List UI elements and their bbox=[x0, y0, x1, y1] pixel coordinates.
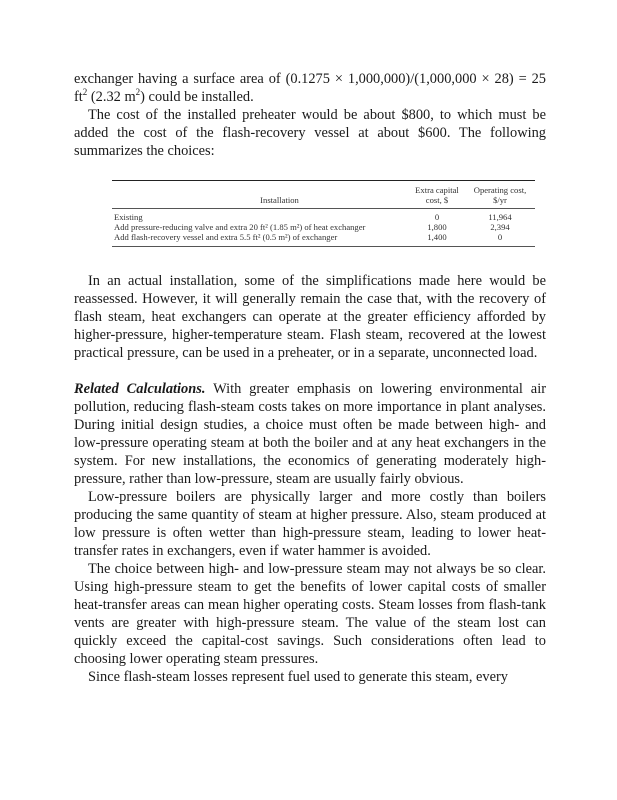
cell-capital: 1,400 bbox=[409, 232, 465, 247]
paragraph-2: The cost of the installed preheater would be about $800, to which must be added the cost of the flash-recovery vessel at about $600. The following summarizes the choices: bbox=[74, 107, 546, 159]
header-capital-line1: Extra capital bbox=[415, 185, 459, 195]
paragraph-1-text: ) could be installed. bbox=[140, 89, 254, 105]
document-page bbox=[74, 70, 546, 686]
cell-operating: 11,964 bbox=[465, 209, 535, 223]
table-row bbox=[112, 209, 535, 223]
table-header-row bbox=[112, 181, 535, 209]
table-row bbox=[112, 232, 535, 247]
cell-operating: 0 bbox=[465, 232, 535, 247]
cost-comparison-table bbox=[112, 180, 535, 247]
header-operating-line2: $/yr bbox=[493, 195, 507, 205]
cell-capital: 1,800 bbox=[427, 222, 447, 232]
header-capital-cost bbox=[409, 181, 465, 209]
paragraph-4-text: With greater emphasis on lowering environmental air pollution, reducing flash-steam costs takes on more importance in plant analyses. During initial design studies, a choice must often be made between high- and low-pressure operating steam at both the boiler and at any heat exchangers in the system. For new installations, the economics of generating moderately high-pressure, rather than low-pressure, steam are usually fairly obvious. bbox=[74, 381, 546, 487]
superscript: 2 bbox=[82, 87, 88, 97]
superscript: 2 bbox=[135, 87, 141, 97]
header-installation: Installation bbox=[260, 195, 299, 205]
header-operating-cost bbox=[465, 181, 535, 209]
header-operating-line1: Operating cost, bbox=[473, 185, 527, 195]
cell-installation: Add flash-recovery vessel and extra 5.5 ft² (0.5 m²) of exchanger bbox=[112, 232, 409, 247]
paragraph-3: In an actual installation, some of the simplifications made here would be reassessed. However, it will generally remain the case that, with the recovery of flash steam, heat exchangers can operate at the greater efficiency afforded by higher-pressure, higher-temperature steam. Flash steam, recovered at the lowest practical pressure, can be used in a preheater, or in a separate, unconnected load. bbox=[74, 273, 546, 361]
cell-installation: Existing bbox=[112, 209, 409, 223]
cost-table bbox=[112, 180, 535, 247]
paragraph-4 bbox=[74, 380, 546, 488]
paragraph-7: Since flash-steam losses represent fuel used to generate this steam, every bbox=[88, 669, 508, 685]
header-capital-line2: cost, $ bbox=[425, 195, 449, 205]
paragraph-5: Low-pressure boilers are physically larger and more costly than boilers producing the same quantity of steam at higher pressure. Also, steam produced at low pressure is often wetter than high-pressure steam, leading to lower heat-transfer rates in exchangers, even if water hammer is avoided. bbox=[74, 489, 546, 559]
paragraph-6: The choice between high- and low-pressure steam may not always be so clear. Using high-pressure steam to get the benefits of lower capital costs of smaller heat-transfer areas can mean higher operating costs. Steam losses from flash-tank vents are greater with high-pressure steam. The value of the steam lost can quickly exceed the capital-cost savings. Such considerations often lead to choosing lower operating steam pressures. bbox=[74, 561, 546, 667]
cell-installation: Add pressure-reducing valve and extra 20 ft² (1.85 m²) of heat exchanger bbox=[114, 222, 366, 232]
table-row bbox=[112, 222, 535, 232]
paragraph-1-text: (2.32 m bbox=[87, 89, 136, 105]
paragraph-1 bbox=[74, 70, 546, 106]
paragraph-1-text: exchanger having a surface area of (0.1275 × 1,000,000)/(1,000,000 × 28) = 25 ft bbox=[74, 71, 546, 105]
cell-operating: 2,394 bbox=[490, 222, 510, 232]
run-in-heading: Related Calculations. bbox=[74, 381, 206, 397]
cell-capital: 0 bbox=[409, 209, 465, 223]
